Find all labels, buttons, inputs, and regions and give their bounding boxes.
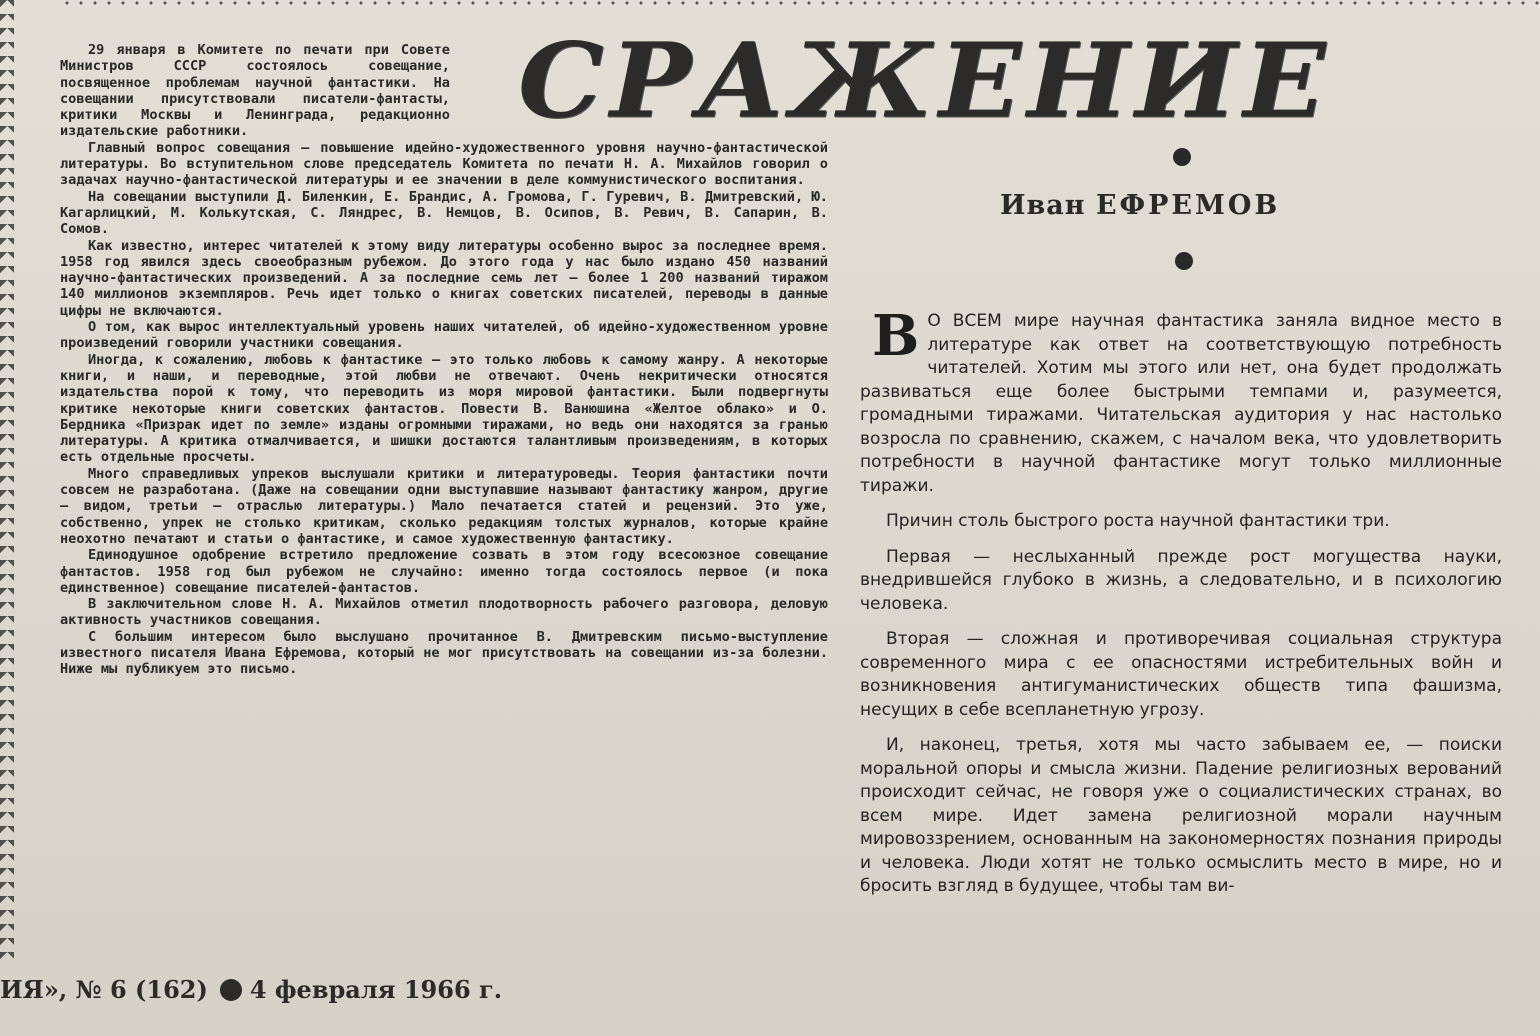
ornament-dot-bottom xyxy=(1175,252,1193,270)
article-column xyxy=(860,303,1502,899)
report-paragraph-4: Как известно, интерес читателей к этому виду литературы особенно вырос за последнее время. 1958 год явился здесь своеобразным рубежом. До этого года у нас было издано 450 названий научно-фантастических произведений. А за последние семь лет — более 1 200 названий тиражом 140 миллионов экземпляров. Речь идет только о книгах советских писателей, переводы в данные цифры не включаются. xyxy=(60,237,828,319)
author-first-name: Иван xyxy=(1000,190,1086,221)
report-paragraph-6: Иногда, к сожалению, любовь к фантастике — это только любовь к самому жанру. А некоторые книги, и наши, и переводные, этой любви не отвечают. Очень некритически относятся издательства порой к тому, что переводить из моря мировой фантастики. Были подвергнуты критике некоторые книги советских фантастов. Повести В. Ванюшина «Желтое облако» и О. Бердника «Призрак идет по земле» изданы огромными тиражами, но ведь они находятся за гранью литературы. А критика отмалчивается, и шишки достаются талантливым произведениям, в которых есть отдельные просчеты. xyxy=(60,351,828,466)
report-paragraph-10: С большим интересом было выслушано прочитанное В. Дмитревским письмо-выступление известного писателя Ивана Ефремова, который не мог присутствовать на совещании из-за болезни. Ниже мы публикуем это письмо. xyxy=(60,628,828,678)
report-paragraph-2: Главный вопрос совещания — повышение идейно-художественного уровня научно-фантастической литературы. Во вступительном слове председатель Комитета по печати Н. А. Михайлов говорил о задачах научно-фантастической литературы и ее значении в деле коммунистического воспитания. xyxy=(60,139,828,189)
page-footer xyxy=(0,970,700,1010)
article-paragraph-3: Первая — неслыханный прежде рост могущества науки, внедрившейся глубоко в жизнь, а следовательно, и в психологию человека. xyxy=(860,546,1502,614)
drop-cap: В xyxy=(872,303,920,369)
report-paragraph-7: Много справедливых упреков выслушали критики и литературоведы. Теория фантастики почти совсем не разработана. (Даже на совещании одни выступавшие называют фантастику жанром, другие — видом, третьи — отраслью литературы.) Мало печатается статей и рецензий. Это уже, собственно, упрек не столько критикам, сколько редакциям толстых журналов, которые крайне неохотно печатают и статьи о фантастике, и самое художественную фантастику. xyxy=(60,465,828,547)
report-paragraph-1: 29 января в Комитете по печати при Совете Министров СССР состоялось совещание, посвященное проблемам научной фантастики. На совещании присутствовали писатели-фантасты, критики Москвы и Ленинграда, редакционно издательские работники. xyxy=(60,42,450,140)
article-paragraph-4: Вторая — сложная и противоречивая социальная структура современного мира с ее опасностями истребительных войн и возникновения антигуманистических обществ типа фашизма, несущих в себе всепланетную угрозу. xyxy=(860,629,1502,720)
report-paragraph-5: О том, как вырос интеллектуальный уровень наших читателей, об идейно-художественном уровне произведений говорили участники совещания. xyxy=(60,319,828,352)
footer-issue: ИЯ», № 6 (162) xyxy=(0,975,208,1004)
ornament-dot-top xyxy=(1173,148,1191,166)
article-paragraph-1 xyxy=(860,303,1502,498)
top-dotted-rule xyxy=(60,0,1540,6)
author-byline xyxy=(1000,190,1300,222)
author-last-name: ЕФРЕМОВ xyxy=(1095,190,1281,221)
footer-bullet-icon xyxy=(220,979,242,1001)
report-paragraph-8: Единодушное одобрение встретило предложение созвать в этом году всесоюзное совещание фантастов. 1958 год был рубежом не случайно: именно тогда состоялось первое (и пока единственное) совещание писателей-фантастов. xyxy=(60,547,828,596)
headline: СРАЖЕНИЕ xyxy=(518,21,1332,142)
article-paragraph-2: Причин столь быстрого роста научной фантастики три. xyxy=(886,511,1390,531)
footer-date: 4 февраля 1966 г. xyxy=(249,975,503,1004)
report-paragraph-9: В заключительном слове Н. А. Михайлов отметил плодотворность рабочего разговора, деловую активность участников совещания. xyxy=(60,596,828,629)
article-paragraph-1-text: О ВСЕМ мире научная фантастика заняла видное место в литературе как ответ на соответствующую потребность читателей. Хотим мы этого или нет, она будет продолжать развиваться еще более быстрыми темпами и, разумеется, громадными тиражами. Читательская аудитория у нас настолько возросла по сравнению, скажем, с началом века, что удовлетворить потребности в научной фантастике могут только миллионные тиражи. xyxy=(860,311,1502,496)
article-paragraph-5: И, наконец, третья, хотя мы часто забываем ее, — поиски моральной опоры и смысла жизни. Падение религиозных верований происходит сейчас, не говоря уже о социалистических странах, во всем мире. Идет замена религиозной морали научным мировоззрением, основанным на закономерностях познания природы и человека. Люди хотят не только осмыслить место в мире, но и бросить взгляд в будущее, чтобы там ви- xyxy=(860,735,1502,896)
report-paragraph-3: На совещании выступили Д. Биленкин, Е. Брандис, А. Громова, Г. Гуревич, В. Дмитревский, Ю. Кагарлицкий, М. Колькутская, С. Ляндрес, В. Немцов, В. Осипов, В. Ревич, В. Сапарин, В. Сомов. xyxy=(60,188,828,238)
decorative-border xyxy=(0,0,14,960)
